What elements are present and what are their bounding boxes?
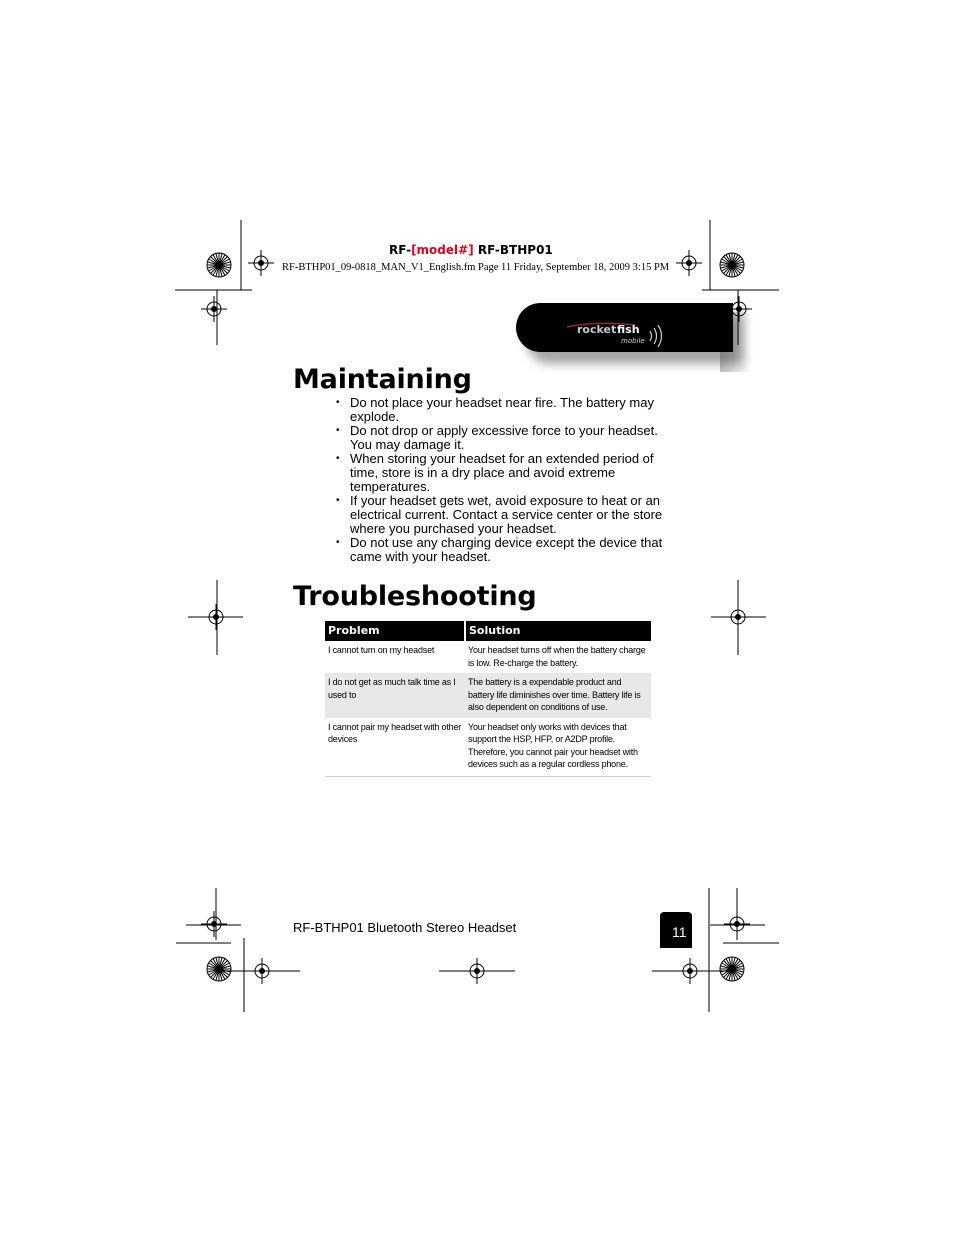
maintaining-heading: Maintaining [293,364,472,395]
solution-cell: Your headset turns off when the battery charge is low. Re-charge the battery. [468,645,646,668]
footer-title: RF-BTHP01 Bluetooth Stereo Headset [293,920,517,935]
table-header-row [325,621,651,641]
problem-cell: I cannot turn on my headset [328,645,435,655]
solution-cell: The battery is a expendable product and battery life diminishes over time. Battery life is also dependent on conditions of use. [465,673,651,718]
svg-text:rocket: rocket [577,323,617,336]
maintaining-list [336,396,676,564]
problem-cell: I do not get as much talk time as I used to [325,673,465,718]
svg-text:fish: fish [617,323,640,336]
svg-text:mobile: mobile [621,337,645,345]
problem-cell: I cannot pair my headset with other devices [325,718,465,777]
solution-header: Solution [465,621,651,641]
problem-header: Problem [325,621,465,641]
table-row [325,718,651,777]
model-line: RF-[model#] RF-BTHP01 [389,243,553,257]
troubleshooting-table [325,621,651,777]
troubleshooting-heading: Troubleshooting [293,581,537,612]
list-item: • Do not use any charging device except the device that came with your headset. [336,536,676,564]
model-placeholder: [model#] [411,243,474,257]
list-item: • When storing your headset for an extended period of time, store is in a dry place and avoid extreme temperatures. [336,452,676,494]
list-item: • Do not drop or apply excessive force to your headset. You may damage it. [336,424,676,452]
list-item: • If your headset gets wet, avoid exposure to heat or an electrical current. Contact a service center or the store where you purchased your headset. [336,494,676,536]
list-item: • Do not place your headset near fire. The battery may explode. [336,396,676,424]
rocketfish-mobile-logo [565,313,665,349]
table-row [325,641,651,673]
solution-cell: Your headset only works with devices that support the HSP, HFP, or A2DP profile. Therefore, you cannot pair your headset with devices such as a regular cordless phone. [465,718,651,777]
file-info-line: RF-BTHP01_09-0818_MAN_V1_English.fm Page 11 Friday, September 18, 2009 3:15 PM [282,262,670,273]
table-row [325,673,651,718]
page-number: 11 [672,924,687,940]
